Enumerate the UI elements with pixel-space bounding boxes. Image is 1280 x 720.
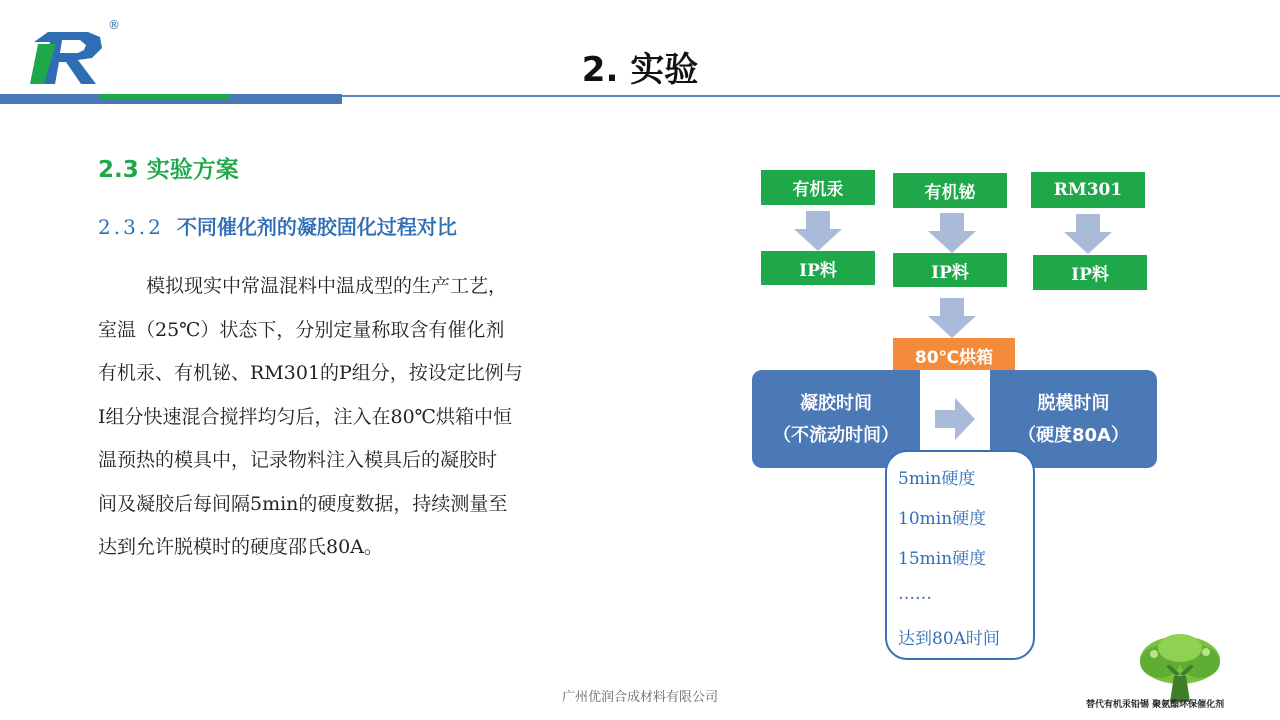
subsection-number: 2.3.2 bbox=[98, 215, 164, 239]
header-rule bbox=[340, 95, 1280, 97]
down-arrow-icon bbox=[928, 298, 976, 338]
demold-time-label bbox=[990, 388, 1157, 452]
step-item: 10min硬度 bbox=[898, 509, 987, 529]
gel-time-note: （不流动时间） bbox=[773, 425, 899, 446]
catalyst-box-bismuth: 有机铋 bbox=[893, 173, 1007, 208]
down-arrow-icon bbox=[794, 211, 842, 251]
down-arrow-icon bbox=[1064, 214, 1112, 254]
body-line: 有机汞、有机铋、RM301的P组分，按设定比例与 bbox=[98, 362, 523, 384]
body-line: 室温（25℃）状态下，分别定量称取含有催化剂 bbox=[98, 318, 505, 341]
step-item: 达到80A时间 bbox=[898, 629, 1000, 649]
demold-time-note: （硬度80A） bbox=[1018, 425, 1129, 446]
tree-icon bbox=[1130, 632, 1230, 704]
catalyst-box-rm301: RM301 bbox=[1031, 172, 1145, 208]
body-line: 间及凝胶后每间隔5min的硬度数据，持续测量至 bbox=[98, 492, 508, 515]
section-title: 2.3 实验方案 bbox=[98, 157, 239, 183]
catalyst-box-mercury: 有机汞 bbox=[761, 170, 875, 205]
header-accent-green bbox=[100, 94, 230, 100]
gel-time-title: 凝胶时间 bbox=[800, 393, 872, 414]
slogan-text: 替代有机汞铅锡 聚氨酯环保催化剂 bbox=[1086, 700, 1225, 710]
step-item: 15min硬度 bbox=[898, 549, 987, 569]
down-arrow-icon bbox=[928, 213, 976, 253]
registered-mark: ® bbox=[108, 18, 120, 32]
body-line: 温预热的模具中，记录物料注入模具后的凝胶时 bbox=[98, 449, 498, 471]
subsection-text: 不同催化剂的凝胶固化过程对比 bbox=[176, 215, 457, 239]
step-item: …… bbox=[898, 584, 932, 604]
oven-box: 80℃烘箱 bbox=[893, 338, 1015, 372]
page-title: 2. 实验 bbox=[581, 50, 699, 90]
body-line: 模拟现实中常温混料中温成型的生产工艺， bbox=[146, 275, 508, 297]
ip-box-mercury: IP料 bbox=[761, 251, 875, 285]
ip-box-rm301: IP料 bbox=[1033, 255, 1147, 290]
right-arrow-icon bbox=[935, 398, 975, 440]
gel-time-label bbox=[752, 388, 920, 452]
step-item: 5min硬度 bbox=[898, 469, 976, 489]
experiment-description bbox=[98, 265, 618, 570]
hardness-steps-box bbox=[885, 450, 1035, 660]
body-line: 达到允许脱模时的硬度邵氏80A。 bbox=[98, 536, 383, 558]
demold-time-title: 脱模时间 bbox=[1037, 393, 1110, 414]
body-line: I组分快速混合搅拌均匀后，注入在80℃烘箱中恒 bbox=[98, 405, 512, 428]
company-name: 广州优润合成材料有限公司 bbox=[561, 690, 718, 705]
subsection-title bbox=[98, 211, 457, 240]
ip-box-bismuth: IP料 bbox=[893, 253, 1007, 287]
